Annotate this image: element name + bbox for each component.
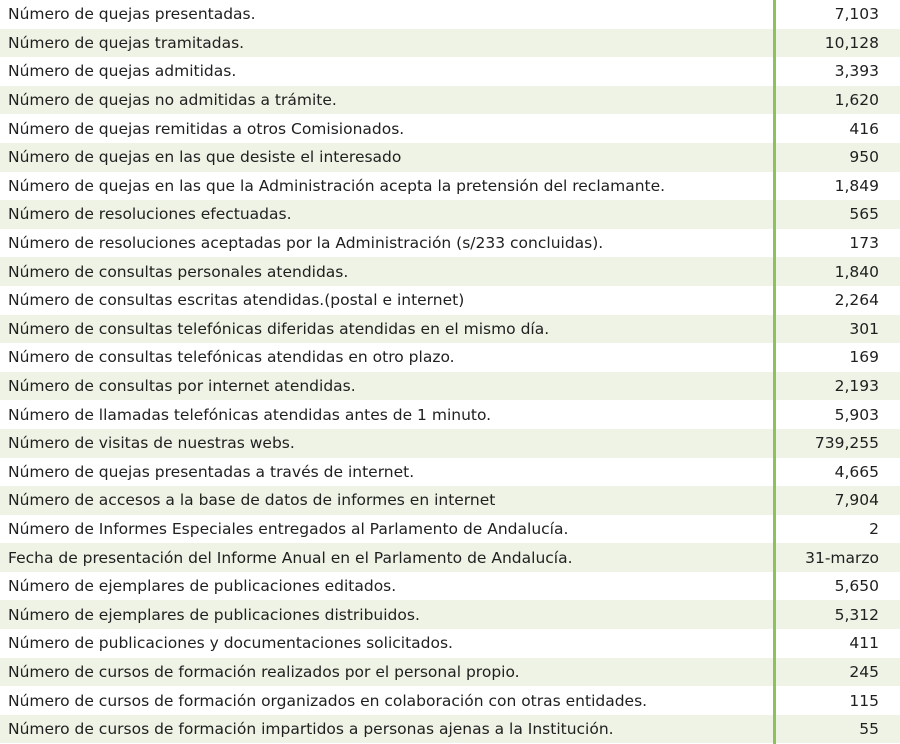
- row-label: Número de resoluciones aceptadas por la Administración (s/233 concluidas).: [8, 234, 604, 253]
- table-row: [0, 86, 900, 115]
- row-value: 950: [849, 148, 879, 167]
- row-label: Número de quejas en las que la Administración acepta la pretensión del reclamante.: [8, 176, 666, 195]
- row-label: Número de quejas en las que desiste el interesado: [8, 148, 402, 167]
- table-row: [0, 257, 900, 286]
- row-label: Número de quejas presentadas.: [8, 5, 256, 24]
- row-value: 4,665: [834, 462, 879, 481]
- table-row: [0, 629, 900, 658]
- row-label: Número de cursos de formación realizados por el personal propio.: [8, 662, 520, 681]
- row-value: 1,620: [834, 91, 879, 110]
- row-value: 565: [849, 205, 879, 224]
- row-label: Número de Informes Especiales entregados al Parlamento de Andalucía.: [8, 519, 569, 538]
- table-row: [0, 400, 900, 429]
- row-value: 2,193: [834, 377, 879, 396]
- row-value: 115: [849, 691, 879, 710]
- table-row: [0, 372, 900, 401]
- row-value: 7,904: [834, 491, 879, 510]
- row-value: 3,393: [834, 62, 879, 81]
- row-value: 245: [849, 662, 879, 681]
- table-row: [0, 515, 900, 544]
- row-value: 739,255: [814, 434, 879, 453]
- row-value: 31-marzo: [805, 548, 879, 567]
- row-label: Número de consultas telefónicas atendidas en otro plazo.: [8, 348, 455, 367]
- table-row: [0, 486, 900, 515]
- row-value: 55: [859, 720, 879, 739]
- table-row: [0, 715, 900, 744]
- row-label: Número de visitas de nuestras webs.: [8, 434, 295, 453]
- row-value: 10,128: [824, 33, 879, 52]
- row-label: Número de ejemplares de publicaciones distribuidos.: [8, 605, 420, 624]
- row-label: Número de cursos de formación organizados en colaboración con otras entidades.: [8, 691, 648, 710]
- table-row: [0, 686, 900, 715]
- row-label: Número de publicaciones y documentaciones solicitados.: [8, 634, 453, 653]
- row-label: Número de consultas personales atendidas.: [8, 262, 349, 281]
- row-value: 173: [849, 234, 879, 253]
- row-value: 301: [849, 319, 879, 338]
- row-label: Número de ejemplares de publicaciones editados.: [8, 577, 397, 596]
- table-row: [0, 229, 900, 258]
- row-value: 5,312: [834, 605, 879, 624]
- row-value: 1,849: [834, 176, 879, 195]
- row-value: 1,840: [834, 262, 879, 281]
- table-row: [0, 343, 900, 372]
- row-label: Número de quejas remitidas a otros Comisionados.: [8, 119, 405, 138]
- table-row: [0, 429, 900, 458]
- row-label: Fecha de presentación del Informe Anual en el Parlamento de Andalucía.: [8, 548, 573, 567]
- row-label: Número de consultas telefónicas diferidas atendidas en el mismo día.: [8, 319, 550, 338]
- column-divider: [773, 0, 776, 744]
- table-row: [0, 172, 900, 201]
- row-label: Número de quejas no admitidas a trámite.: [8, 91, 337, 110]
- table-row: [0, 114, 900, 143]
- row-label: Número de resoluciones efectuadas.: [8, 205, 292, 224]
- row-label: Número de quejas admitidas.: [8, 62, 237, 81]
- row-value: 2: [869, 519, 879, 538]
- table-row: [0, 286, 900, 315]
- table-row: [0, 29, 900, 58]
- table-row: [0, 200, 900, 229]
- row-label: Número de cursos de formación impartidos a personas ajenas a la Institución.: [8, 720, 614, 739]
- row-value: 2,264: [834, 291, 879, 310]
- row-value: 169: [849, 348, 879, 367]
- table-row: [0, 0, 900, 29]
- table-row: [0, 572, 900, 601]
- table-row: [0, 600, 900, 629]
- table-row: [0, 658, 900, 687]
- table-row: [0, 458, 900, 487]
- row-value: 5,903: [834, 405, 879, 424]
- row-label: Número de consultas por internet atendidas.: [8, 377, 356, 396]
- row-label: Número de quejas tramitadas.: [8, 33, 245, 52]
- row-value: 416: [849, 119, 879, 138]
- row-value: 5,650: [834, 577, 879, 596]
- row-label: Número de consultas escritas atendidas.(postal e internet): [8, 291, 465, 310]
- table-row: [0, 315, 900, 344]
- table-row: [0, 57, 900, 86]
- row-label: Número de llamadas telefónicas atendidas antes de 1 minuto.: [8, 405, 492, 424]
- row-value: 411: [849, 634, 879, 653]
- row-label: Número de quejas presentadas a través de internet.: [8, 462, 415, 481]
- row-value: 7,103: [834, 5, 879, 24]
- row-label: Número de accesos a la base de datos de informes en internet: [8, 491, 496, 510]
- table-row: [0, 543, 900, 572]
- table-row: [0, 143, 900, 172]
